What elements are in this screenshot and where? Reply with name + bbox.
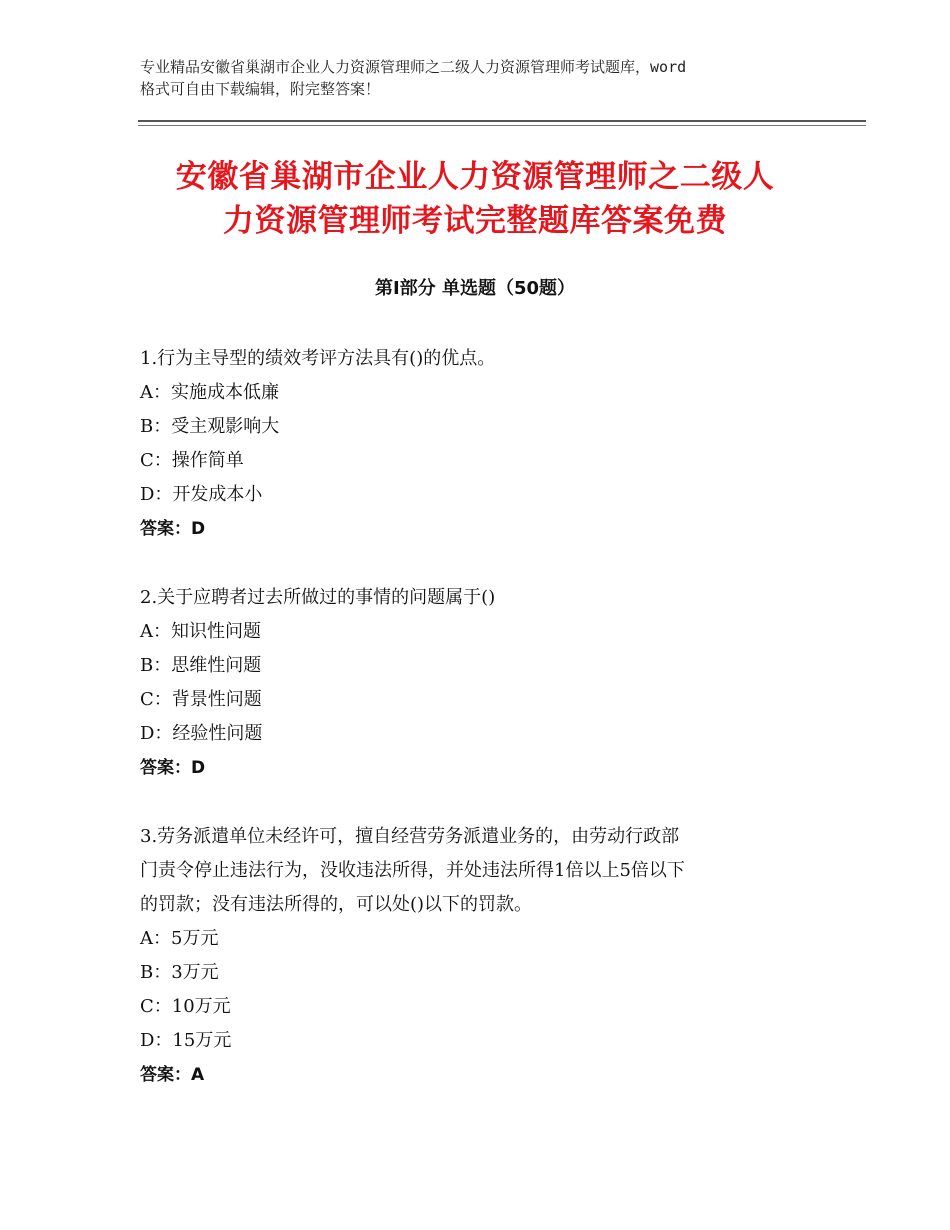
answer: 答案：D bbox=[140, 758, 206, 778]
answer: 答案：D bbox=[140, 519, 206, 539]
question-stem bbox=[140, 342, 820, 376]
header-note-line-2: 格式可自由下载编辑，附完整答案！ bbox=[140, 80, 381, 98]
question-stem bbox=[140, 581, 820, 615]
question-stem-line: 门责令停止违法行为，没收违法所得，并处违法所得1倍以上5倍以下 bbox=[140, 860, 685, 881]
question-stem-line: 2.关于应聘者过去所做过的事情的问题属于() bbox=[140, 587, 496, 608]
question-2 bbox=[140, 581, 820, 785]
question-3 bbox=[140, 820, 820, 1092]
question-stem-line: 1.行为主导型的绩效考评方法具有()的优点。 bbox=[140, 348, 496, 369]
question-1 bbox=[140, 342, 820, 546]
header-note-line-1: 专业精品安徽省巢湖市企业人力资源管理师之二级人力资源管理师考试题库，word bbox=[140, 58, 687, 76]
option-d: D：经验性问题 bbox=[140, 723, 263, 744]
option-a: A：知识性问题 bbox=[140, 621, 261, 642]
option-c: C：10万元 bbox=[140, 996, 231, 1017]
option-c: C：操作简单 bbox=[140, 450, 244, 471]
option-a: A：5万元 bbox=[140, 928, 219, 949]
option-b: B：受主观影响大 bbox=[140, 416, 280, 437]
option-d: D：15万元 bbox=[140, 1030, 232, 1051]
option-b: B：3万元 bbox=[140, 962, 219, 983]
document-title-line-1: 安徽省巢湖市企业人力资源管理师之二级人 bbox=[175, 159, 775, 195]
header-divider-thin bbox=[138, 125, 866, 126]
section-heading: 第Ⅰ部分 单选题（50题） bbox=[374, 278, 575, 299]
document-title-line-2: 力资源管理师考试完整题库答案免费 bbox=[223, 203, 727, 239]
option-c: C：背景性问题 bbox=[140, 689, 262, 710]
question-stem-line: 3.劳务派遣单位未经许可，擅自经营劳务派遣业务的，由劳动行政部 bbox=[140, 826, 680, 847]
option-a: A：实施成本低廉 bbox=[140, 382, 279, 403]
answer: 答案：A bbox=[140, 1065, 205, 1085]
question-stem bbox=[140, 820, 820, 922]
question-stem-line: 的罚款；没有违法所得的，可以处()以下的罚款。 bbox=[140, 894, 533, 915]
option-d: D：开发成本小 bbox=[140, 484, 263, 505]
option-b: B：思维性问题 bbox=[140, 655, 262, 676]
header-note bbox=[140, 56, 830, 100]
header-divider-thick bbox=[138, 120, 866, 122]
document-title bbox=[90, 155, 860, 243]
